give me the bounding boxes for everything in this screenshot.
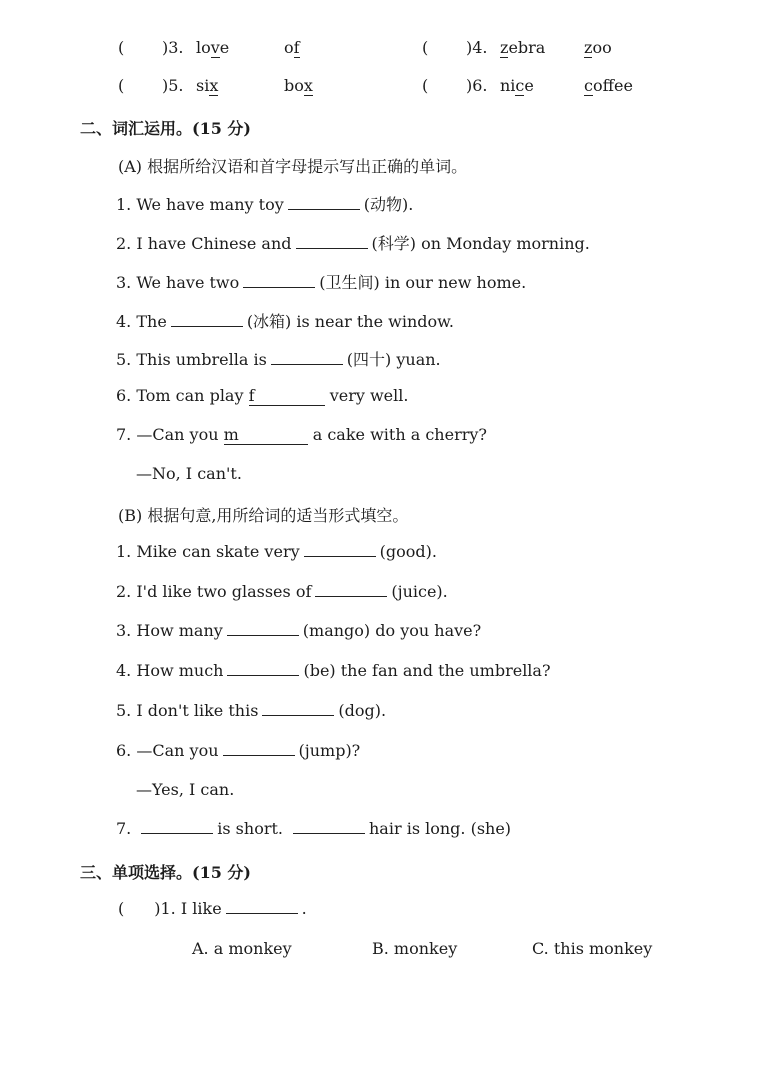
word: six — [196, 76, 219, 95]
part-title: (A) 根据所给汉语和首字母提示写出正确的单词。 — [118, 157, 468, 176]
section-title: 二、词汇运用。(15 分) — [80, 119, 251, 138]
answer-blank[interactable]: m — [224, 425, 308, 445]
answer-blank[interactable] — [171, 325, 243, 327]
exercise-item: 2. I'd like two glasses of (juice). — [116, 582, 448, 601]
exercise-item: 3. How many (mango) do you have? — [116, 621, 482, 640]
question-item: ( )1. I like . — [118, 899, 307, 918]
answer-blank[interactable] — [315, 595, 387, 597]
answer-blank[interactable] — [271, 363, 343, 365]
exercise-item: 5. This umbrella is (四十) yuan. — [116, 350, 441, 369]
exercise-item: 7. is short. hair is long. (she) — [116, 819, 512, 838]
answer-paren[interactable]: ( — [422, 38, 429, 57]
answer-blank[interactable] — [223, 754, 295, 756]
answer-blank[interactable] — [304, 555, 376, 557]
question-number: )4. — [466, 38, 488, 57]
question-number: )6. — [466, 76, 488, 95]
question-number: )5. — [162, 76, 184, 95]
answer-blank[interactable] — [226, 912, 298, 914]
section-title: 三、单项选择。(15 分) — [80, 863, 251, 882]
word: zebra — [500, 38, 546, 57]
answer-blank[interactable]: f — [249, 386, 325, 406]
exercise-item: 1. Mike can skate very (good). — [116, 542, 437, 561]
word: nice — [500, 76, 534, 95]
exercise-item: 6. —Can you (jump)? — [116, 741, 361, 760]
answer-blank[interactable] — [227, 634, 299, 636]
answer-paren[interactable]: ( — [118, 38, 125, 57]
question-number: )3. — [162, 38, 184, 57]
exercise-item: 7. —Can you m a cake with a cherry? — [116, 425, 487, 444]
option-c[interactable]: C. this monkey — [532, 939, 653, 958]
answer-blank[interactable] — [296, 247, 368, 249]
exercise-item: 2. I have Chinese and (科学) on Monday morning. — [116, 234, 590, 253]
exercise-item: 4. The (冰箱) is near the window. — [116, 312, 455, 331]
answer-blank[interactable] — [262, 714, 334, 716]
option-a[interactable]: A. a monkey — [192, 939, 292, 958]
answer-paren[interactable]: ( — [422, 76, 429, 95]
word: zoo — [584, 38, 612, 57]
part-title: (B) 根据句意,用所给词的适当形式填空。 — [118, 506, 409, 525]
answer-blank[interactable] — [227, 674, 299, 676]
dialogue-reply: —Yes, I can. — [136, 780, 235, 799]
exercise-item: 4. How much (be) the fan and the umbrella? — [116, 661, 551, 680]
exercise-item: 3. We have two (卫生间) in our new home. — [116, 273, 527, 292]
answer-blank[interactable] — [141, 832, 213, 834]
answer-blank[interactable] — [293, 832, 365, 834]
word: love — [196, 38, 230, 57]
exercise-item: 6. Tom can play f very well. — [116, 386, 409, 405]
word: box — [284, 76, 313, 95]
answer-paren[interactable]: ( — [118, 76, 125, 95]
answer-paren[interactable]: ( — [118, 899, 125, 918]
exercise-item: 1. We have many toy (动物). — [116, 195, 414, 214]
answer-blank[interactable] — [288, 208, 360, 210]
exercise-item: 5. I don't like this (dog). — [116, 701, 387, 720]
option-b[interactable]: B. monkey — [372, 939, 458, 958]
word: coffee — [584, 76, 633, 95]
dialogue-reply: —No, I can't. — [136, 464, 242, 483]
word: of — [284, 38, 300, 57]
answer-blank[interactable] — [243, 286, 315, 288]
